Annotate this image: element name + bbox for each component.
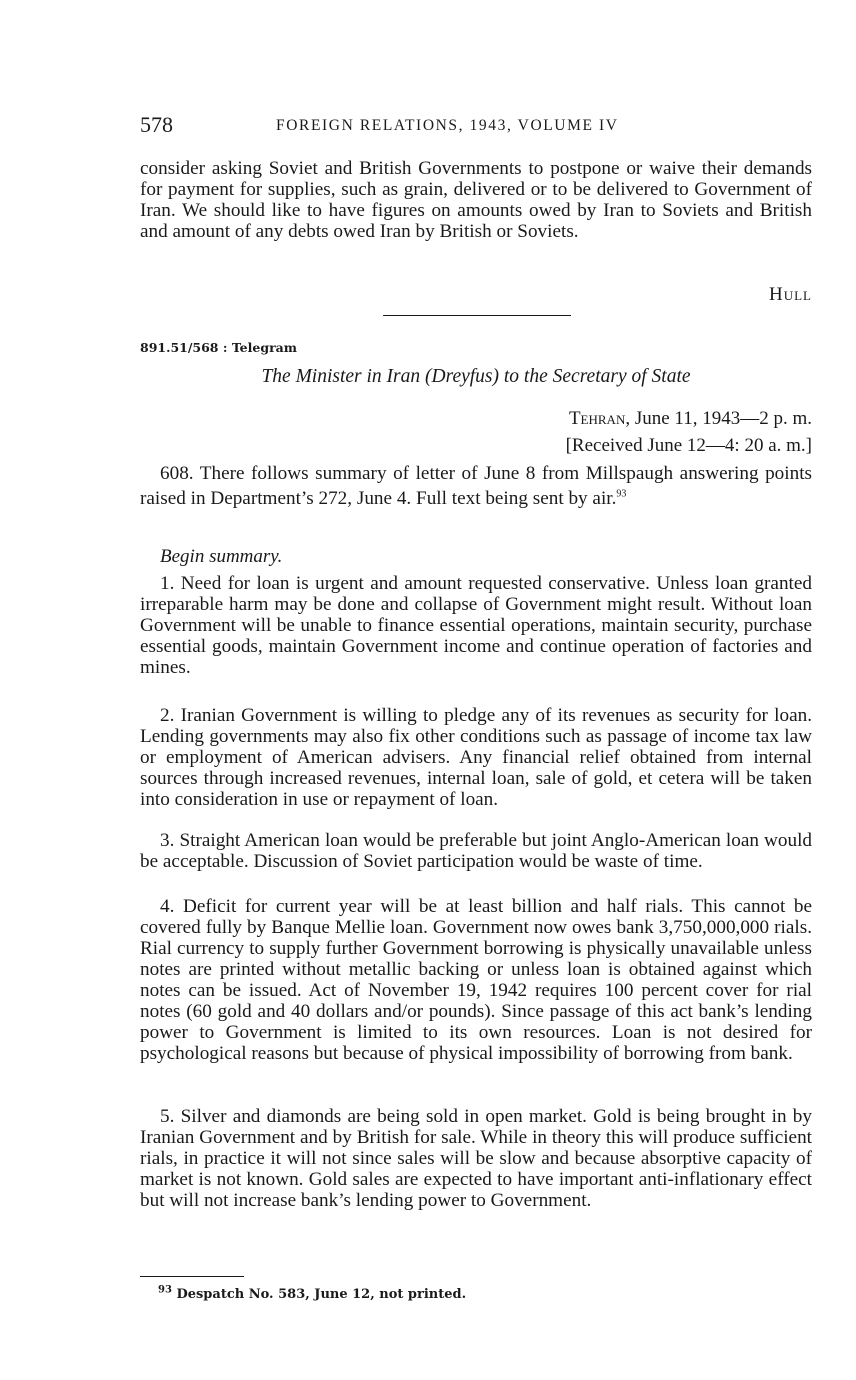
page-header <box>140 112 812 142</box>
begin-summary: Begin summary. <box>160 546 283 567</box>
intro-text: 608. There follows summary of letter of June 8 from Millspaugh answering points raised in Department’s 272, June 4. Full text being sent by air. <box>140 463 812 509</box>
dateline-date: , June 11, 1943—2 p. m. <box>625 408 812 429</box>
summary-point-4: 4. Deficit for current year will be at least billion and half rials. This cannot be covered fully by Banque Mellie loan. Government now owes bank 3,750,000,000 rials. Rial currency to supply further Government borrowing is physically unavailable unless notes are printed without metallic backing or unless loan is obtained against which notes can be issued. Act of November 19, 1942 requires 100 percent cover for rial notes (60 gold and 40 dollars and/or pounds). Since passage of this act bank’s lending power to Government is limited to its own resources. Loan is not desired for psychological reasons but because of physical impossibility of borrowing from bank. <box>140 896 812 1064</box>
document-title: The Minister in Iran (Dreyfus) to the Secretary of State <box>261 366 691 387</box>
footnote-rule <box>140 1276 244 1277</box>
dateline-place: Tehran <box>568 408 626 429</box>
summary-point-5: 5. Silver and diamonds are being sold in open market. Gold is being brought in by Iranian Government and by British for sale. While in theory this will produce sufficient rials, in practice it will not since sales will be slow and because absorptive capacity of market is not known. Gold sales are expected to have important anti-inflationary effect but will not increase bank’s lending power to Government. <box>140 1106 812 1211</box>
page-number: 578 <box>140 112 173 137</box>
footnote-reference: 93 <box>616 488 627 500</box>
intro-paragraph <box>140 461 812 511</box>
running-head: FOREIGN RELATIONS, 1943, VOLUME IV <box>276 117 619 134</box>
summary-point-2: 2. Iranian Government is willing to pledge any of its revenues as security for loan. Lending governments may also fix other conditions such as passage of income tax law or employment of American advisers. Any financial relief obtained from internal sources through increased revenues, internal loan, sale of gold, et cetera will be taken into consideration in use or repayment of loan. <box>140 705 812 810</box>
summary-point-1: 1. Need for loan is urgent and amount requested conservative. Unless loan granted irreparable harm may be done and collapse of Government might result. Without loan Government will be unable to finance essential operations, maintain security, purchase essential goods, maintain Government income and continue operation of factories and mines. <box>140 573 812 678</box>
footnote-marker: 93 <box>158 1284 172 1296</box>
dateline-sent <box>566 405 812 432</box>
dateline <box>566 405 812 459</box>
signature: Hull <box>769 284 812 305</box>
dateline-received: [Received June 12—4: 20 a. m.] <box>565 435 812 456</box>
section-divider <box>383 315 571 316</box>
continuation-paragraph: consider asking Soviet and British Governments to postpone or waive their demands for payment for supplies, such as grain, delivered or to be delivered to Government of Iran. We should like to have figures on amounts owed by Iran to Soviets and British and amount of any debts owed Iran by British or Soviets. <box>140 158 812 242</box>
footnote-text: Despatch No. 583, June 12, not printed. <box>171 1287 467 1302</box>
summary-point-3: 3. Straight American loan would be preferable but joint Anglo-American loan would be acceptable. Discussion of Soviet participation would be waste of time. <box>140 830 812 872</box>
footnote <box>158 1284 467 1302</box>
file-reference: 891.51/568 : Telegram <box>140 340 297 355</box>
